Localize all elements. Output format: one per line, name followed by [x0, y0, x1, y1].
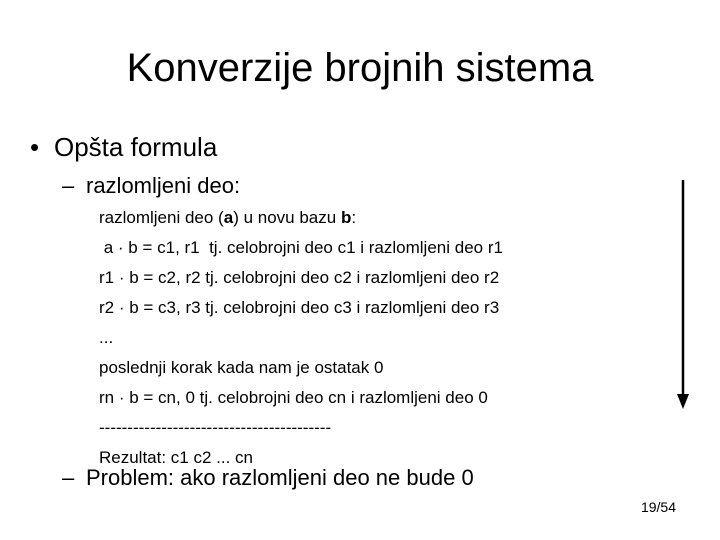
dash-icon: – [62, 173, 75, 198]
bullet-general-formula [30, 131, 217, 163]
step-line-3: r2 · b = c3, r3 tj. celobrojni deo c3 i razlomljeni deo r3 [99, 298, 500, 317]
step-line-1: a · b = c1, r1 tj. celobrojni deo c1 i razlomljeni deo r1 [99, 238, 503, 257]
bullet-dot-icon: • [30, 132, 40, 162]
step-line-2: r1 · b = c2, r2 tj. celobrojni deo c2 i razlomljeni deo r2 [99, 268, 500, 287]
last-step-note: poslednji korak kada nam je ostatak 0 [99, 358, 384, 377]
slide-title: Konverzije brojnih sistema [126, 46, 594, 90]
var-a: a [223, 208, 234, 227]
intro-line: razlomljeni deo (a) u novu bazu b: [99, 208, 357, 227]
page-number: 19/54 [640, 499, 676, 515]
ellipsis-line: ... [99, 328, 114, 347]
step-line-n: rn · b = cn, 0 tj. celobrojni deo cn i razlomljeni deo 0 [99, 388, 488, 407]
sub-bullet-label: Problem: ako razlomljeni deo ne bude 0 [86, 465, 474, 490]
separator-line: ----------------------------------------- [99, 418, 332, 437]
result-line: Rezultat: c1 c2 ... cn [99, 448, 254, 467]
sub-bullet-fractional [62, 172, 240, 200]
algorithm-steps [99, 203, 503, 473]
sub-bullet-problem [62, 464, 474, 492]
sub-bullet-label: razlomljeni deo: [86, 173, 241, 198]
var-b: b [340, 208, 352, 227]
bullet-label: Opšta formula [54, 132, 218, 162]
down-arrow-icon [676, 180, 690, 410]
dash-icon: – [62, 465, 75, 490]
